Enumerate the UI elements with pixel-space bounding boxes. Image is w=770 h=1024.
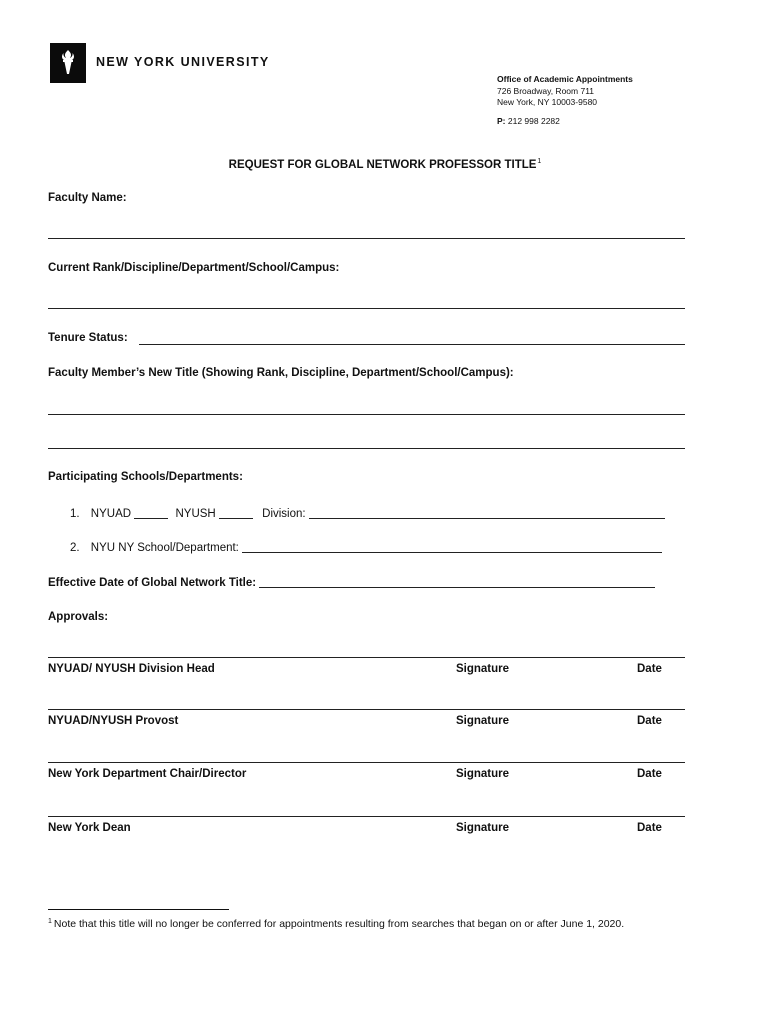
division-blank[interactable] [309, 507, 665, 519]
footnote [48, 918, 624, 930]
nyush-label: NYUSH [175, 508, 216, 520]
nyu-torch-logo [50, 43, 86, 83]
date-label-2: Date [637, 715, 662, 727]
approval-line-1[interactable] [48, 657, 685, 658]
approval-line-4[interactable] [48, 816, 685, 817]
university-name: NEW YORK UNIVERSITY [96, 55, 270, 69]
signature-label-1: Signature [456, 663, 510, 675]
tenure-status-line[interactable] [139, 332, 685, 345]
phone-number: 212 998 2282 [507, 115, 560, 126]
approval-role-1: NYUAD/ NYUSH Division Head [48, 663, 215, 675]
footnote-marker: 1 [537, 158, 542, 165]
item-2-number: 2. [70, 542, 80, 554]
office-title: Office of Academic Appointments [497, 74, 633, 84]
new-title-line-1[interactable] [48, 414, 685, 415]
footnote-number: 1 [48, 918, 52, 925]
signature-label-4: Signature [456, 822, 510, 834]
nyu-ny-label: NYU NY School/Department: [90, 542, 239, 554]
nyu-ny-blank[interactable] [242, 541, 662, 553]
date-label-4: Date [637, 822, 662, 834]
new-title-line-2[interactable] [48, 448, 685, 449]
effective-date-blank[interactable] [259, 576, 655, 588]
nyush-blank[interactable] [219, 507, 253, 519]
participating-label: Participating Schools/Departments: [48, 471, 243, 483]
address-line-2: New York, NY 10003-9580 [497, 97, 598, 107]
approval-role-4: New York Dean [48, 822, 131, 834]
current-rank-label: Current Rank/Discipline/Department/School/Campus: [48, 262, 340, 274]
phone-line [497, 116, 633, 128]
faculty-name-label: Faculty Name: [48, 192, 127, 204]
signature-label-3: Signature [456, 768, 510, 780]
nyuad-blank[interactable] [134, 507, 168, 519]
approvals-label: Approvals: [48, 611, 109, 623]
office-address-block [497, 74, 633, 127]
item-1-number: 1. [70, 508, 80, 520]
date-label-1: Date [637, 663, 662, 675]
nyuad-label: NYUAD [90, 508, 132, 520]
form-title [0, 158, 770, 171]
current-rank-line[interactable] [48, 308, 685, 309]
item-2 [70, 541, 662, 554]
item-1 [70, 507, 665, 520]
effective-date-row [48, 576, 655, 589]
division-label: Division: [262, 508, 306, 520]
approval-role-2: NYUAD/NYUSH Provost [48, 715, 179, 727]
address-line-1: 726 Broadway, Room 711 [497, 85, 595, 96]
approval-role-3: New York Department Chair/Director [48, 768, 247, 780]
effective-date-label: Effective Date of Global Network Title: [48, 577, 257, 589]
phone-label: P: [497, 115, 506, 126]
signature-label-2: Signature [456, 715, 510, 727]
faculty-name-line[interactable] [48, 238, 685, 239]
approval-line-3[interactable] [48, 762, 685, 763]
new-title-label: Faculty Member’s New Title (Showing Rank, Discipline, Department/School/Campus): [48, 367, 514, 379]
footnote-text: Note that this title will no longer be conferred for appointments resulting from searches that began on or after June 1, 2020. [53, 918, 625, 930]
form-title-text: REQUEST FOR GLOBAL NETWORK PROFESSOR TITLE [228, 159, 537, 171]
approval-line-2[interactable] [48, 709, 685, 710]
tenure-status-label: Tenure Status: [48, 332, 128, 344]
footnote-separator [48, 909, 229, 910]
date-label-3: Date [637, 768, 662, 780]
torch-icon [50, 43, 86, 83]
